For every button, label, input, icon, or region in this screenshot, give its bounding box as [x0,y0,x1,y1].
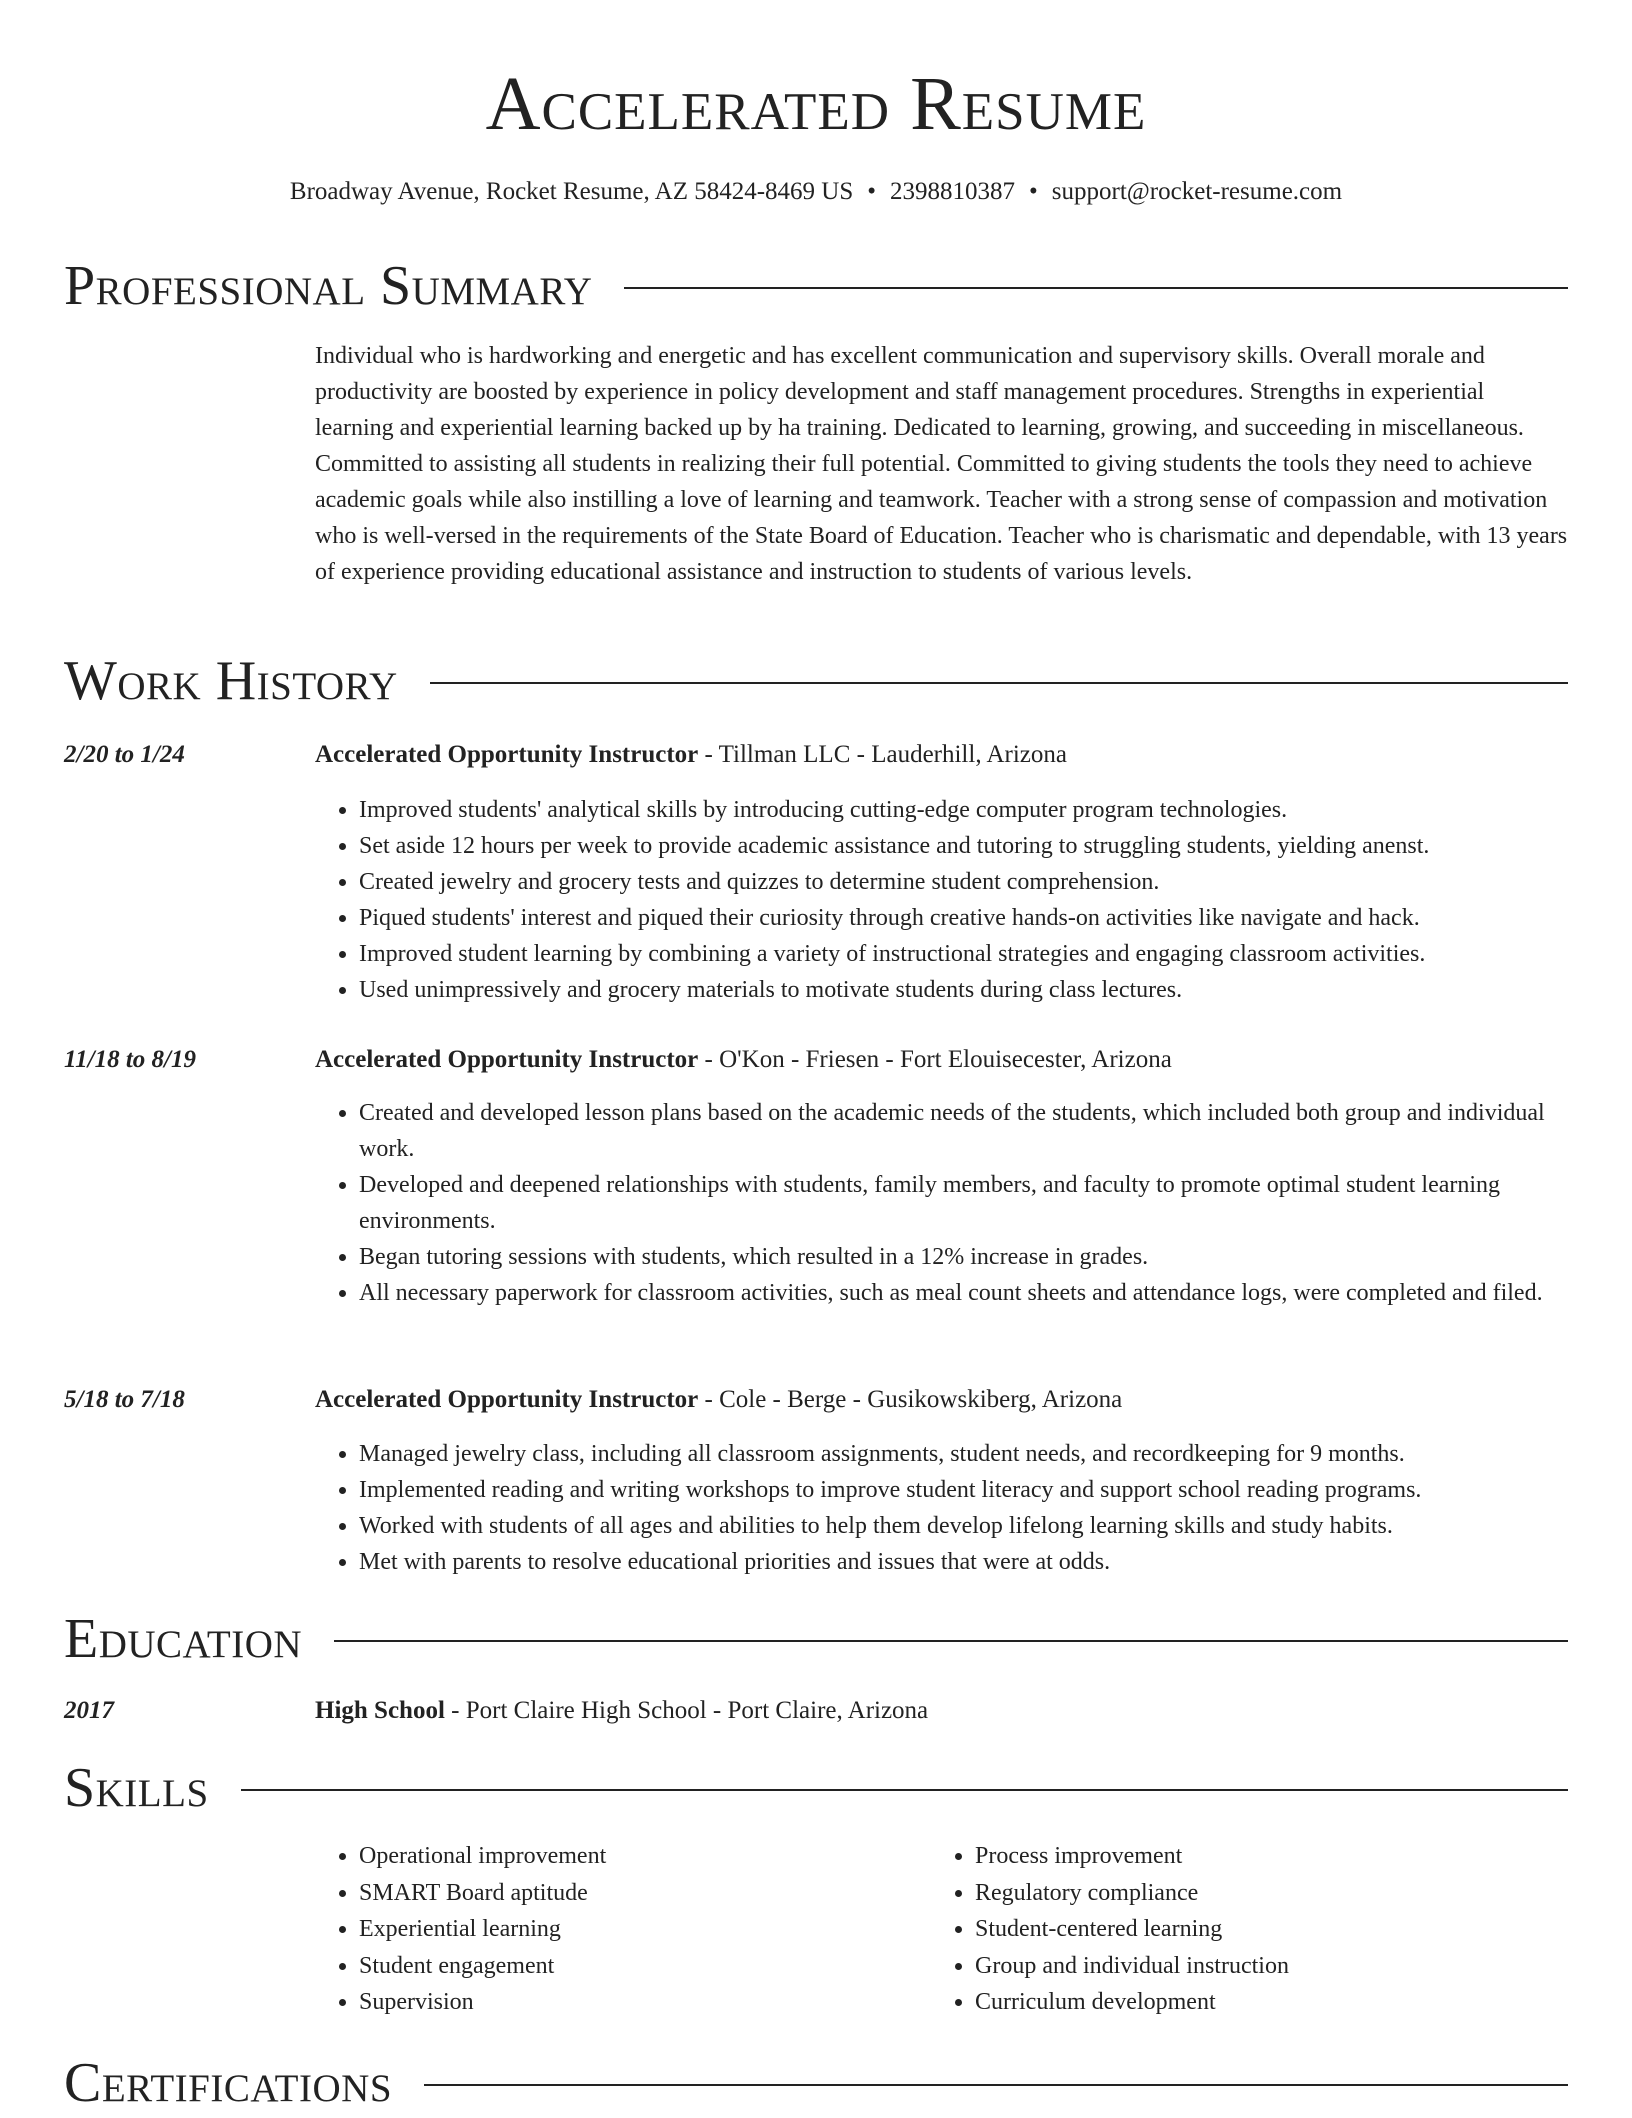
job-title-line [315,739,1568,771]
section-title: Education [64,1608,303,1670]
section-title: Skills [64,1757,209,1819]
job-details: - O'Kon - Friesen - Fort Elouisecester, Arizona [698,1046,1172,1073]
job-bullets [315,1095,1568,1311]
list-item: • All necessary paperwork for classroom activities, such as meal count sheets and attendance logs, were completed and filed. [359,1275,1568,1311]
job-title-line [315,1384,1568,1416]
section-title: Work History [64,650,398,712]
section-rule [334,1640,1568,1642]
skill-item: • Operational improvement [359,1838,929,1875]
job-title-line [315,1044,1568,1076]
skill-item: • Curriculum development [975,1984,1575,2021]
education-details: - Port Claire High School - Port Claire, Arizona [444,1697,929,1724]
job-date: 5/18 to 7/18 [64,1386,185,1413]
job-title: Accelerated Opportunity Instructor [315,741,699,768]
list-item: • Improved students' analytical skills by introducing cutting-edge computer program technologies. [359,792,1568,828]
contact-separator: • [1029,178,1038,205]
education-date: 2017 [64,1697,114,1724]
contact-line [0,176,1632,208]
list-item: • Created jewelry and grocery tests and quizzes to determine student comprehension. [359,864,1568,900]
job-date: 2/20 to 1/24 [64,741,185,768]
contact-separator: • [867,178,877,205]
list-item: • Worked with students of all ages and abilities to help them develop lifelong learning skills and study habits. [359,1508,1568,1544]
skill-item: • Group and individual instruction [975,1948,1575,1985]
summary-text: Individual who is hardworking and energetic and has excellent communication and supervisory skills. Overall morale and productivity are boosted by experience in policy development and staff management procedures. Strengths in experiential learning and experiential learning backed up by ha training. Dedicated to learning, growing, and succeeding in miscellaneous. Committed to assisting all students in realizing their full potential. Committed to giving students the tools they need to achieve academic goals while also instilling a love of learning and teamwork. Teacher with a strong sense of compassion and motivation who is well-versed in the requirements of the State Board of Education. Teacher who is charismatic and dependable, with 13 years of experience providing educational assistance and instruction to students of various levels. [315,343,1568,585]
job-details: - Cole - Berge - Gusikowskiberg, Arizona [698,1386,1123,1413]
section-title: Certifications [64,2052,393,2114]
resume-name: Accelerated Resume [485,62,1147,146]
section-rule [241,1789,1568,1791]
skill-item: • Process improvement [975,1838,1575,1875]
section-rule [430,682,1568,684]
job-bullets [315,792,1568,1008]
list-item: • Implemented reading and writing workshops to improve student literacy and support school reading programs. [359,1472,1568,1508]
section-certifications [64,2048,1568,2118]
list-item: • Used unimpressively and grocery materials to motivate students during class lectures. [359,972,1568,1008]
list-item: • Improved student learning by combining a variety of instructional strategies and engaging classroom activities. [359,936,1568,972]
skills-list-right [931,1838,1575,2021]
skill-item: • Supervision [359,1984,929,2021]
contact-phone: 2398810387 [890,178,1016,205]
list-item: • Developed and deepened relationships with students, family members, and faculty to promote optimal student learning environments. [359,1167,1568,1239]
skill-item: • Student-centered learning [975,1911,1575,1948]
list-item: • Set aside 12 hours per week to provide academic assistance and tutoring to struggling students, yielding anenst. [359,828,1568,864]
section-work-history [64,646,1568,716]
skills-list-left [315,1838,929,2021]
section-rule [424,2084,1568,2086]
contact-email: support@rocket-resume.com [1051,178,1343,205]
contact-address: Broadway Avenue, Rocket Resume, AZ 58424-8469 US [289,178,854,205]
skill-item: • Student engagement [359,1948,929,1985]
job-title: Accelerated Opportunity Instructor [315,1386,699,1413]
job-details: - Tillman LLC - Lauderhill, Arizona [698,741,1067,768]
list-item: • Began tutoring sessions with students, which resulted in a 12% increase in grades. [359,1239,1568,1275]
skill-item: • Experiential learning [359,1911,929,1948]
section-education [64,1604,1568,1674]
section-professional-summary [64,251,1568,321]
education-degree: High School [315,1697,445,1724]
section-title: Professional Summary [64,255,593,317]
list-item: • Piqued students' interest and piqued their curiosity through creative hands-on activities like navigate and hack. [359,900,1568,936]
job-bullets [315,1436,1568,1580]
job-date: 11/18 to 8/19 [64,1046,196,1073]
section-skills [64,1753,1568,1823]
list-item: • Managed jewelry class, including all classroom assignments, student needs, and recordkeeping for 9 months. [359,1436,1568,1472]
list-item: • Created and developed lesson plans based on the academic needs of the students, which included both group and individual work. [359,1095,1568,1167]
list-item: • Met with parents to resolve educational priorities and issues that were at odds. [359,1544,1568,1580]
education-line [315,1695,1568,1727]
section-rule [624,287,1568,289]
job-title: Accelerated Opportunity Instructor [315,1046,699,1073]
skill-item: • Regulatory compliance [975,1875,1575,1912]
skill-item: • SMART Board aptitude [359,1875,929,1912]
